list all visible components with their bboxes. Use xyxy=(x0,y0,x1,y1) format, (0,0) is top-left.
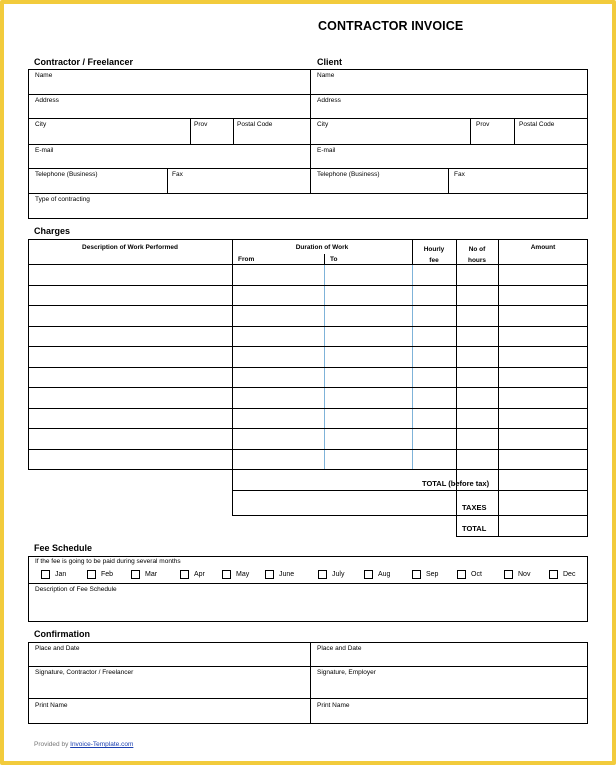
month-label: Apr xyxy=(194,571,205,578)
month-label: July xyxy=(332,571,345,578)
month-label: Aug xyxy=(378,571,391,578)
month-checkbox-june[interactable] xyxy=(265,570,274,579)
totals-block xyxy=(232,469,588,516)
month-checkbox-jan[interactable] xyxy=(41,570,50,579)
month-checkbox-apr[interactable] xyxy=(180,570,189,579)
client-name-field[interactable]: Name xyxy=(317,72,335,79)
month-checkbox-july[interactable] xyxy=(318,570,327,579)
month-label: May xyxy=(236,571,250,578)
col-hours-header: No of hours xyxy=(467,246,487,264)
contractor-fax-field[interactable]: Fax xyxy=(172,171,183,178)
total-label: TOTAL xyxy=(462,524,487,533)
month-label: Sep xyxy=(426,571,439,578)
confirmation-box xyxy=(28,642,588,724)
col-duration-header: Duration of Work xyxy=(295,244,349,251)
footer-link[interactable]: Invoice-Template.com xyxy=(70,741,134,748)
month-checkbox-may[interactable] xyxy=(222,570,231,579)
signature-contractor-field[interactable]: Signature, Contractor / Freelancer xyxy=(35,669,134,676)
print-name-left-field[interactable]: Print Name xyxy=(35,702,68,709)
client-city-field[interactable]: City xyxy=(317,121,329,128)
month-label: Feb xyxy=(101,571,114,578)
total-before-tax-label: TOTAL (before tax) xyxy=(422,479,490,488)
client-telephone-field[interactable]: Telephone (Business) xyxy=(317,171,380,178)
month-checkbox-sep[interactable] xyxy=(412,570,421,579)
month-checkbox-mar[interactable] xyxy=(131,570,140,579)
month-label: Oct xyxy=(471,571,482,578)
month-label: Nov xyxy=(518,571,531,578)
client-postal-field[interactable]: Postal Code xyxy=(519,121,555,128)
contractor-address-field[interactable]: Address xyxy=(35,97,59,104)
col-from-header: From xyxy=(238,256,255,263)
month-label: June xyxy=(279,571,295,578)
type-of-contracting-field[interactable]: Type of contracting xyxy=(35,196,90,203)
month-checkbox-aug[interactable] xyxy=(364,570,373,579)
contractor-heading: Contractor / Freelancer xyxy=(34,57,134,67)
contractor-telephone-field[interactable]: Telephone (Business) xyxy=(35,171,98,178)
contractor-city-field[interactable]: City xyxy=(35,121,47,128)
client-fax-field[interactable]: Fax xyxy=(454,171,465,178)
signature-employer-field[interactable]: Signature, Employer xyxy=(317,669,376,676)
month-label: Dec xyxy=(563,571,576,578)
col-to-header: To xyxy=(330,256,338,263)
client-heading: Client xyxy=(317,57,343,67)
fee-schedule-note: If the fee is going to be paid during several months xyxy=(35,558,181,565)
print-name-right-field[interactable]: Print Name xyxy=(317,702,350,709)
taxes-label: TAXES xyxy=(462,503,487,512)
footer xyxy=(34,741,133,748)
client-address-field[interactable]: Address xyxy=(317,97,341,104)
confirmation-heading: Confirmation xyxy=(34,629,90,639)
month-label: Jan xyxy=(55,571,67,578)
client-email-field[interactable]: E-mail xyxy=(317,147,336,154)
month-label: Mar xyxy=(145,571,158,578)
page-title: CONTRACTOR INVOICE xyxy=(318,19,464,33)
contractor-email-field[interactable]: E-mail xyxy=(35,147,54,154)
contractor-prov-field[interactable]: Prov xyxy=(194,121,208,128)
place-date-left-field[interactable]: Place and Date xyxy=(35,645,80,652)
month-checkbox-oct[interactable] xyxy=(457,570,466,579)
charges-heading: Charges xyxy=(34,226,71,236)
footer-provided-by: Provided by xyxy=(34,741,69,748)
fee-schedule-heading: Fee Schedule xyxy=(34,543,93,553)
fee-schedule-description-field[interactable]: Description of Fee Schedule xyxy=(35,586,117,593)
col-amount-header: Amount xyxy=(530,244,556,251)
contractor-name-field[interactable]: Name xyxy=(35,72,53,79)
place-date-right-field[interactable]: Place and Date xyxy=(317,645,362,652)
month-checkbox-feb[interactable] xyxy=(87,570,96,579)
col-hourly-header: Hourly fee xyxy=(423,246,445,264)
month-checkbox-dec[interactable] xyxy=(549,570,558,579)
month-checkbox-nov[interactable] xyxy=(504,570,513,579)
charges-table xyxy=(28,239,588,470)
contractor-postal-field[interactable]: Postal Code xyxy=(237,121,273,128)
client-prov-field[interactable]: Prov xyxy=(476,121,490,128)
col-description-header: Description of Work Performed xyxy=(82,244,178,251)
